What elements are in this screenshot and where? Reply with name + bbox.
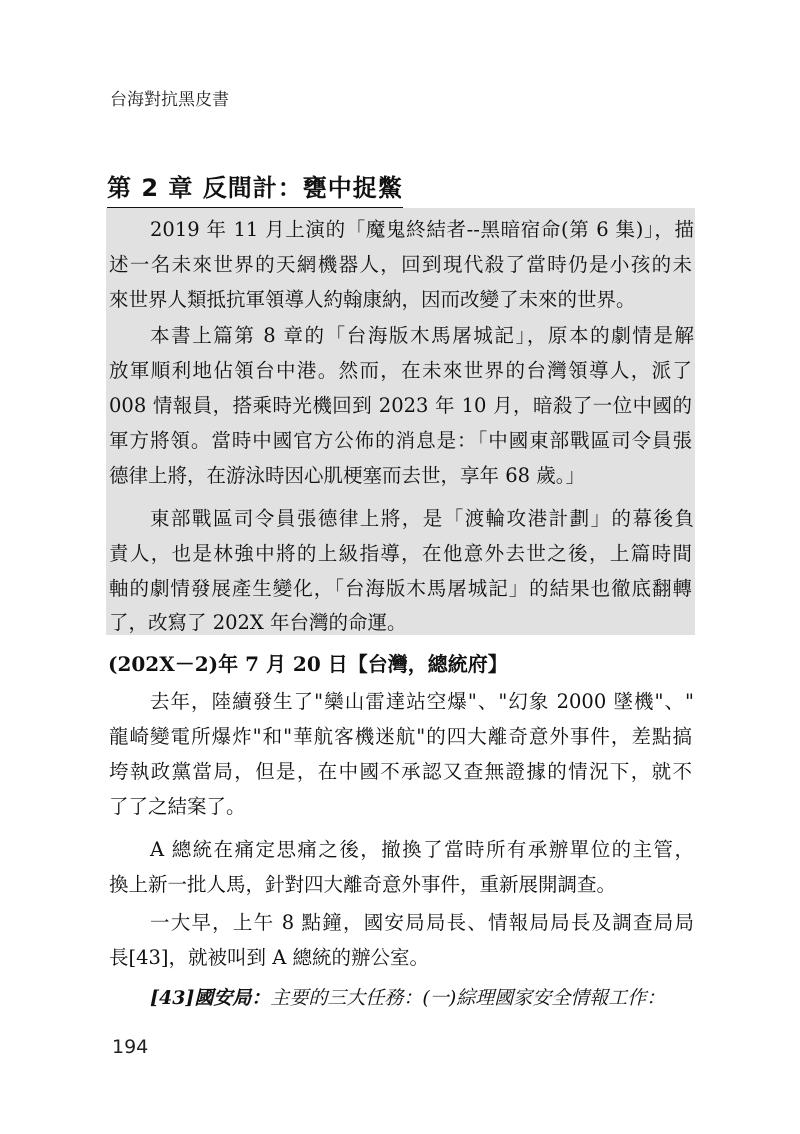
text-line: 責人，也是林強中將的上級指導，在他意外去世之後，上篇時間 [109,542,692,565]
text-line: 本書上篇第 8 章的「台海版木馬屠城記」，原本的劇情是解 [150,324,694,347]
chapter-title: 第 2 章 反間計：甕中捉鱉 [107,168,403,209]
footnote [150,986,665,1010]
section-heading: (202X－2)年 7 月 20 日【台灣，總統府】 [108,652,508,676]
text-line: 去年，陸續發生了"欒山雷達站空爆"、"幻象 2000 墜機"、" [150,690,694,713]
text-line: 述一名未來世界的天網機器人，回到現代殺了當時仍是小孩的未 [109,253,692,276]
text-line: 長[43]，就被叫到 A 總統的辦公室。 [109,946,430,969]
footnote-ref: [43]國安局： [150,987,271,1009]
footnote-text: 主要的三大任務：(一)綜理國家安全情報工作： [270,987,666,1009]
text-line: 換上新一批人馬，針對四大離奇意外事件，重新展開調查。 [109,873,617,896]
text-line: 來世界人類抵抗軍領導人約翰康納，因而改變了未來的世界。 [109,288,636,311]
text-line: 一大早，上午 8 點鐘，國安局局長、情報局局長及調查局局 [150,911,694,934]
text-line: A 總統在痛定思痛之後，撤換了當時所有承辦單位的主管， [150,838,694,861]
text-line: 008 情報員，搭乘時光機回到 2023 年 10 月，暗殺了一位中國的 [109,394,692,417]
text-line: 垮執政黨當局，但是，在中國不承認又查無證據的情況下，就不 [109,760,692,783]
text-line: 了，改寫了 202X 年台灣的命運。 [109,611,407,634]
text-line: 軸的劇情發展產生變化，「台海版木馬屠城記」的結果也徹底翻轉 [109,577,692,600]
text-line: 軍方將領。當時中國官方公佈的消息是：「中國東部戰區司令員張 [109,429,692,452]
running-header: 台海對抗黑皮書 [110,90,229,110]
text-line: 2019 年 11 月上演的「魔鬼終結者--黑暗宿命(第 6 集)」，描 [150,218,694,241]
text-line: 德律上將，在游泳時因心肌梗塞而去世，享年 68 歲。」 [109,464,585,487]
text-line: 放軍順利地佔領台中港。然而，在未來世界的台灣領導人，派了 [109,359,692,382]
page-number: 194 [112,1036,149,1058]
text-line: 東部戰區司令員張德律上將，是「渡輪攻港計劃」的幕後負 [150,507,694,530]
text-line: 了了之結案了。 [109,795,246,818]
text-line: 龍崎變電所爆炸"和"華航客機迷航"的四大離奇意外事件，差點搞 [109,725,692,748]
